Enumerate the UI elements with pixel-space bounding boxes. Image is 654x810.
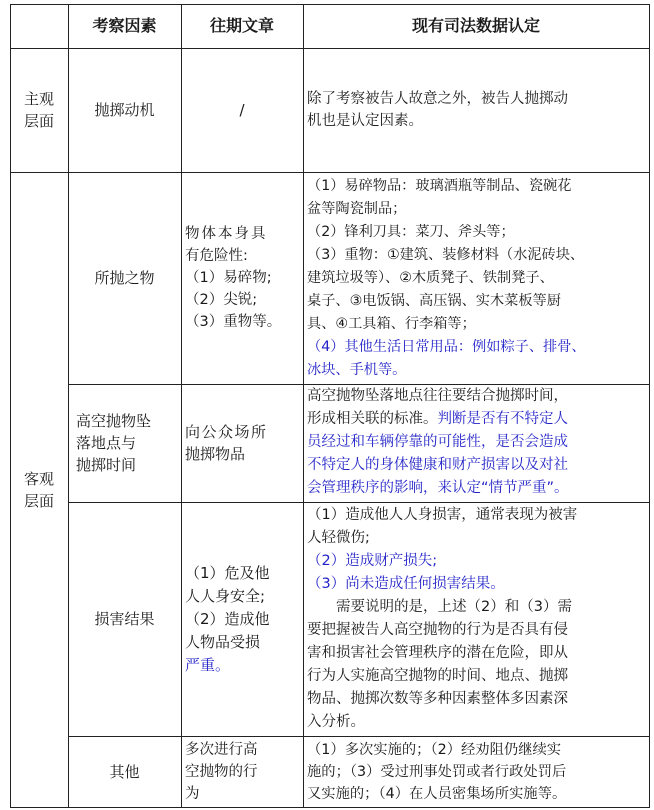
layer-subjective: 主观 层面 xyxy=(23,90,54,130)
article-other: 多次进行高 空抛物的行 为 xyxy=(185,741,258,802)
article-landing-location-time: 向公众场所 抛掷物品 xyxy=(185,423,268,463)
factor-throw-motive: 抛掷动机 xyxy=(94,101,155,119)
finding-landing-location-time: 高空抛物坠落地点往往要结合抛掷时间， 形成相关联的标准。判断是否有不特定人 员经过和车辆停靠的可能性，是否会造成 不特定人的身体健康和财产损害以及对社 会管理秩序的影响，来认定“情节严重”。 xyxy=(307,388,569,496)
factor-thrown-object: 所抛之物 xyxy=(94,269,155,287)
finding-other: （1）多次实施的；（2）经劝阻仍继续实 施的；（3）受过刑事处罚或者行政处罚后 又实施的；（4）在人员密集场所实施等。 xyxy=(307,741,567,802)
header-factor: 考察因素 xyxy=(92,16,157,35)
rule-right xyxy=(649,4,650,808)
article-throw-motive: / xyxy=(239,101,245,119)
header-past-articles: 往期文章 xyxy=(209,16,274,35)
rule-col4 xyxy=(303,4,304,808)
article-harm-result: （1）危及他 人人身安全; （2）造成他 人物品受损 严重。 xyxy=(185,563,270,674)
factor-harm-result: 损害结果 xyxy=(94,610,155,628)
layer-objective: 客观 层面 xyxy=(23,469,54,510)
header-judicial-data: 现有司法数据认定 xyxy=(411,16,540,35)
rule-bottom xyxy=(10,807,650,808)
finding-thrown-object: （1）易碎物品：玻璃酒瓶等制品、瓷碗花 盆等陶瓷制品； （2）锋利刀具：菜刀、斧头等； （3）重物：①建筑、装修材料（水泥砖块、 建筑垃圾等）、②木质凳子、铁制凳子、 桌子、③电饭锅、高压锅、实木菜板等厨 具、④工具箱、行李箱等； （4）其他生活日常用品：例如粽子、排骨、 冰块、手机等。 xyxy=(307,178,586,378)
factor-landing-location-time: 高空抛物坠 落地点与 抛掷时间 xyxy=(76,412,152,474)
legal-factors-table xyxy=(10,4,650,808)
finding-throw-motive: 除了考察被告人故意之外，被告人抛掷动 机也是认定因素。 xyxy=(307,91,568,129)
article-thrown-object: 物体本身具 有危险性: （1）易碎物; （2）尖锐; （3）重物等。 xyxy=(185,226,282,330)
finding-harm-result: （1）造成他人人身损害，通常表现为被害 人轻微伤; （2）造成财产损失; （3）尚未造成任何损害结果。 需要说明的是，上述（2）和（3）需 要把握被告人高空抛物的行为是否具有侵 害和损害社会管理秩序的潜在危险，即从 行为人实施高空抛物的时间、地点、抛掷 物品、抛掷次数等多种因素整体多因素深 入分析。 xyxy=(307,507,578,730)
factor-other: 其他 xyxy=(109,762,140,781)
